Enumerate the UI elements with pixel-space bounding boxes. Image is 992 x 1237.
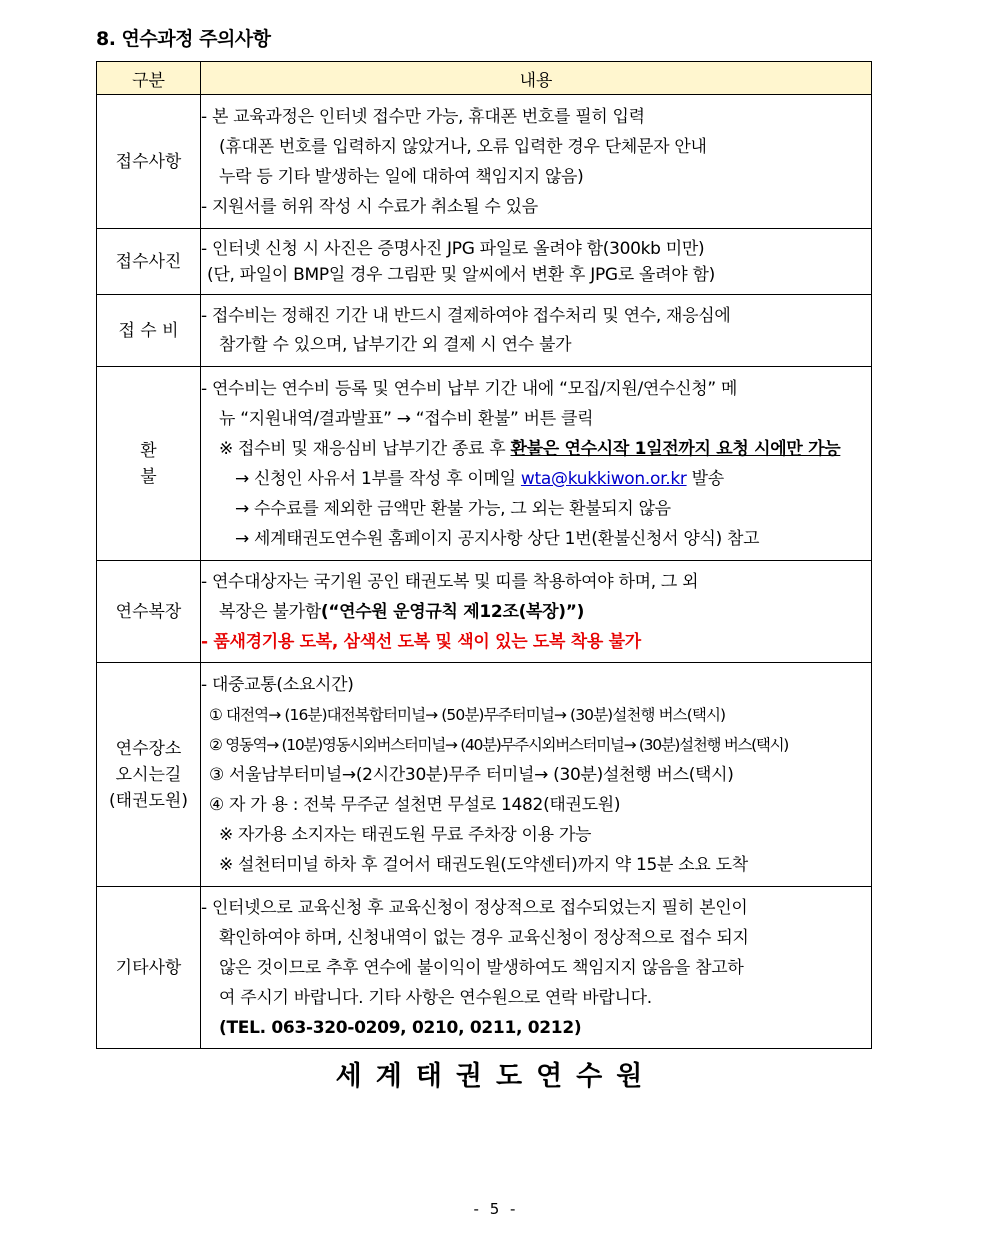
content-line: → 수수료를 제외한 금액만 환불 가능, 그 외는 환불되지 않음 [235,498,671,519]
route-line: ④ 자 가 용 : 전북 무주군 설천면 무설로 1482(태권도원) [209,794,621,815]
content-line: (휴대폰 번호를 입력하지 않았거나, 오류 입력한 경우 단체문자 안내 [219,136,707,157]
row-content-refund [201,367,872,561]
refund-email-prefix: → 신청인 사유서 1부를 작성 후 이메일 [235,468,521,489]
directions-label-line: 오시는길 [115,764,182,785]
organization-name: 세계태권도연수원 [335,1061,657,1092]
table-row [97,663,872,887]
table-row [97,295,872,367]
directions-label-line: (태권도원) [109,790,188,811]
content-line: 누락 등 기타 발생하는 일에 대하여 책임지지 않음) [219,166,584,187]
content-line: (단, 파일이 BMP일 경우 그림판 및 알씨에서 변환 후 JPG로 올려야 함) [207,264,715,285]
content-line: → 세계태권도연수원 홈페이지 공지사항 상단 1번(환불신청서 양식) 참고 [235,528,760,549]
directions-label-line: 연수장소 [115,738,182,759]
row-content-photo [201,229,872,295]
table-row [97,229,872,295]
table-row [97,887,872,1049]
route-line: ③ 서울남부터미널→(2시간30분)무주 터미널→ (30분)설천행 버스(택시) [209,764,734,785]
row-label-reception: 접수사항 [97,95,201,229]
route-line: ② 영동역→ (10분)영동시외버스터미널→ (40분)무주시외버스터미널→ (30분)설천행 버스(택시) [209,735,789,754]
content-line: 여 주시기 바랍니다. 기타 사항은 연수원으로 연락 바랍니다. [219,987,652,1008]
refund-email-suffix: 발송 [686,468,724,489]
contact-phone: (TEL. 063-320-0209, 0210, 0211, 0212) [219,1017,582,1038]
header-content: 내용 [201,62,872,95]
refund-email-link[interactable]: wta@kukkiwon.or.kr [520,468,687,489]
uniform-rule-line [201,597,871,627]
content-line: - 대중교통(소요시간) [201,674,354,695]
content-line: - 인터넷으로 교육신청 후 교육신청이 정상적으로 접수되었는지 필히 본인이 [201,897,748,918]
table-row [97,95,872,229]
uniform-rule-prefix: 복장은 불가함 [219,601,321,622]
content-line: 뉴 “지원내역/결과발표” → “접수비 환불” 버튼 클릭 [219,408,594,429]
row-content-directions [201,663,872,887]
content-line: - 본 교육과정은 인터넷 접수만 가능, 휴대폰 번호를 필히 입력 [201,106,645,127]
row-label-fee: 접 수 비 [97,295,201,367]
uniform-rule-reference: (“연수원 운영규칙 제12조(복장)”) [320,601,585,622]
route-line: ① 대전역→ (16분)대전복합터미널→ (50분)무주터미널→ (30분)설천행 버스(택시) [209,705,726,724]
page-number: - 5 - [473,1200,519,1218]
notice-table [96,61,872,1049]
content-line: - 인터넷 신청 시 사진은 증명사진 JPG 파일로 올려야 함(300kb 미만) [201,238,705,259]
content-line: 참가할 수 있으며, 납부기간 외 결제 시 연수 불가 [219,334,572,355]
row-label-uniform: 연수복장 [97,561,201,663]
content-line: 않은 것이므로 추후 연수에 불이익이 발생하여도 책임지지 않음을 참고하 [219,957,744,978]
row-content-reception [201,95,872,229]
table-header-row [97,62,872,95]
section-title: 8. 연수과정 주의사항 [96,28,271,50]
table-row [97,561,872,663]
refund-email-line [201,464,871,494]
refund-note-prefix: ※ 접수비 및 재응심비 납부기간 종료 후 [219,438,511,459]
table-row [97,367,872,561]
content-line: 확인하여야 하며, 신청내역이 없는 경우 교육신청이 정상적으로 접수 되지 [219,927,749,948]
row-label-refund: 환 불 [97,367,201,561]
content-line: - 연수대상자는 국기원 공인 태권도복 및 띠를 착용하여야 하며, 그 외 [201,571,699,592]
row-label-photo: 접수사진 [97,229,201,295]
content-line: ※ 설천터미널 하차 후 걸어서 태권도원(도약센터)까지 약 15분 소요 도착 [219,854,748,875]
refund-note-emphasis: 환불은 연수시작 1일전까지 요청 시에만 가능 [510,438,841,459]
content-line: - 접수비는 정해진 기간 내 반드시 결제하여야 접수처리 및 연수, 재응심에 [201,305,731,326]
row-content-other [201,887,872,1049]
row-label-other: 기타사항 [97,887,201,1049]
content-line: - 연수비는 연수비 등록 및 연수비 납부 기간 내에 “모집/지원/연수신청” 메 [201,378,738,399]
row-content-uniform [201,561,872,663]
row-content-fee [201,295,872,367]
refund-note [201,434,871,464]
uniform-warning: - 품새경기용 도복, 삼색선 도복 및 색이 있는 도복 착용 불가 [201,631,641,652]
header-category: 구분 [97,62,201,95]
content-line: - 지원서를 허위 작성 시 수료가 취소될 수 있음 [201,196,538,217]
content-line: ※ 자가용 소지자는 태권도원 무료 주차장 이용 가능 [219,824,592,845]
row-label-directions [97,663,201,887]
